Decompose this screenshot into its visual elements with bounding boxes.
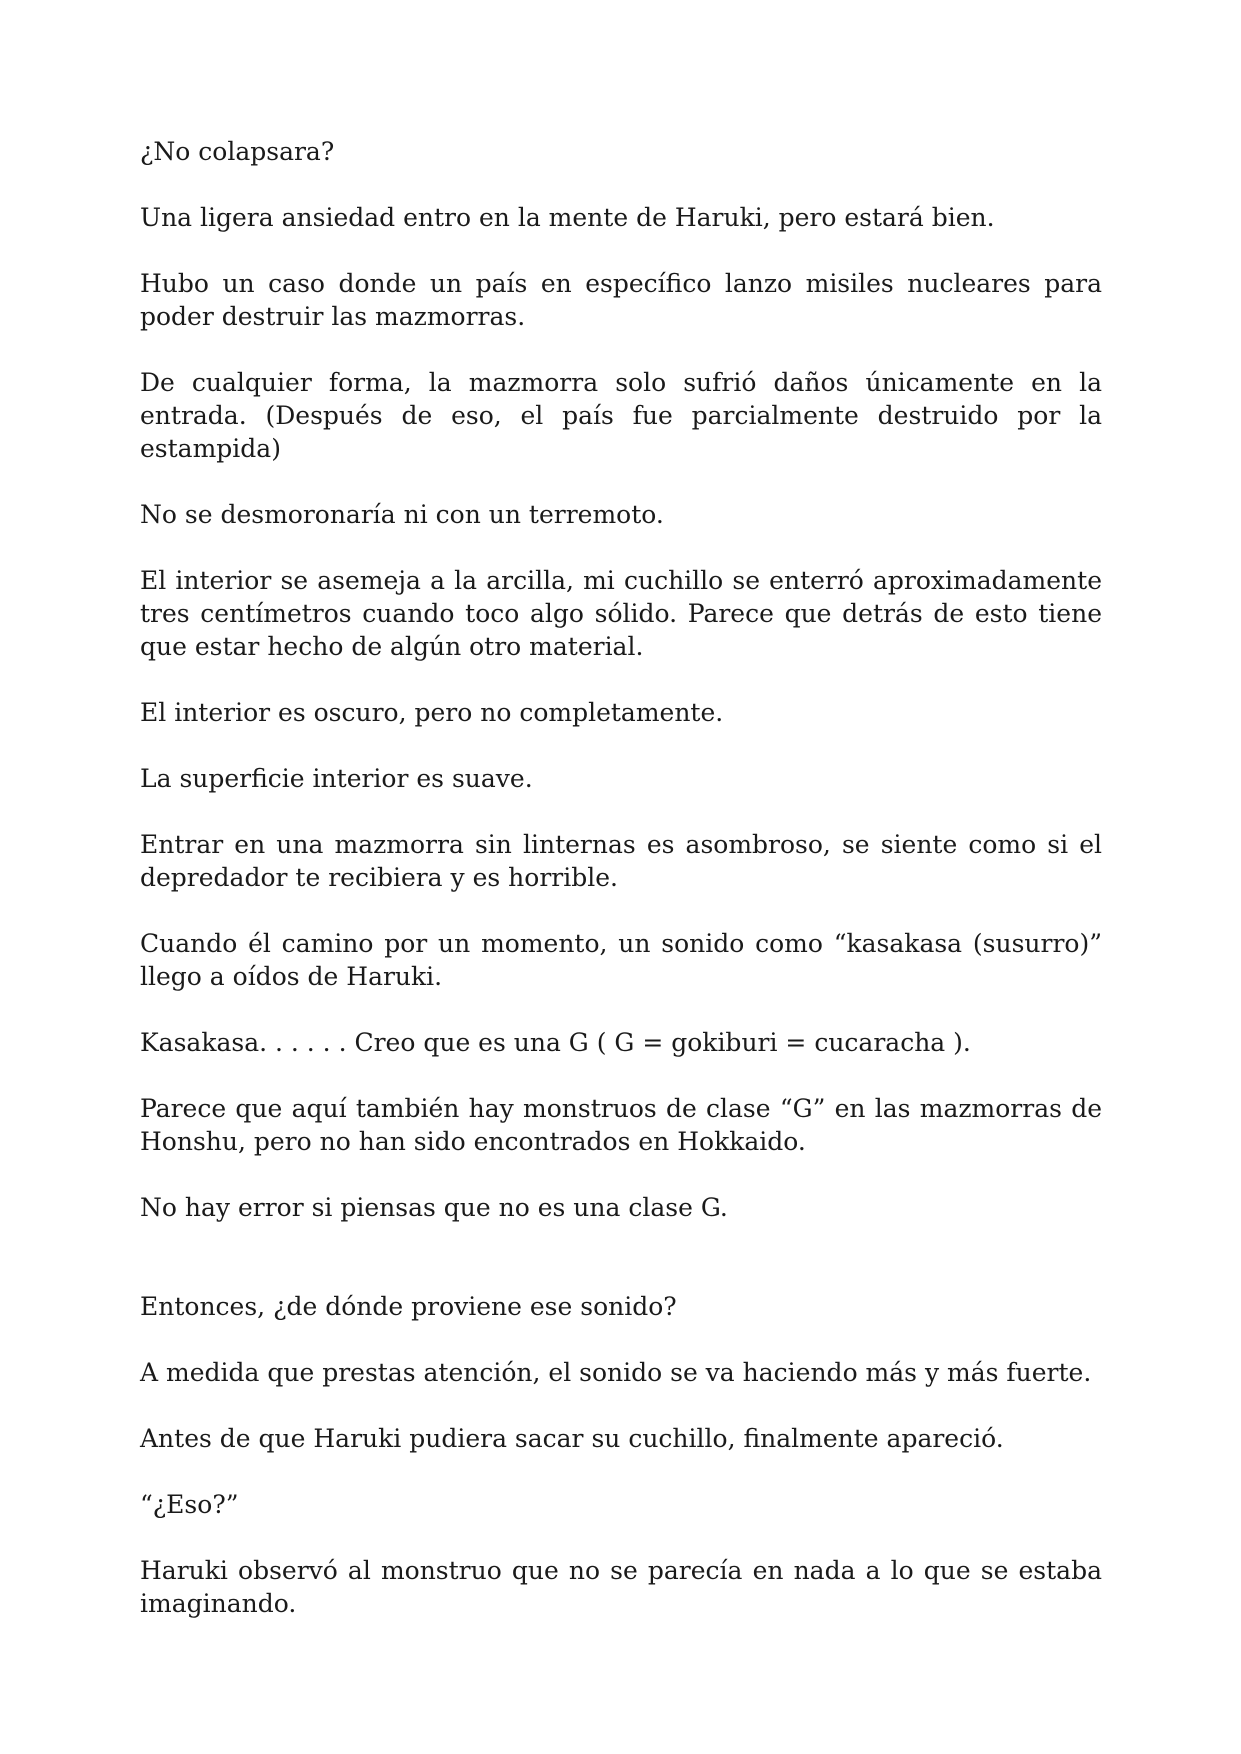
paragraph: A medida que prestas atención, el sonido se va haciendo más y más fuerte. <box>140 1358 1092 1387</box>
paragraph: Hubo un caso donde un país en específico lanzo misiles nucleares para poder destruir las mazmorras. <box>140 269 1102 331</box>
paragraph: “¿Eso?” <box>140 1490 239 1519</box>
paragraph: El interior es oscuro, pero no completamente. <box>140 698 724 727</box>
paragraph: Antes de que Haruki pudiera sacar su cuchillo, finalmente apareció. <box>140 1424 1004 1453</box>
paragraph: Una ligera ansiedad entro en la mente de Haruki, pero estará bien. <box>140 203 995 232</box>
paragraph: Kasakasa. . . . . . Creo que es una G ( G = gokiburi = cucaracha ). <box>140 1028 971 1057</box>
paragraph: Entrar en una mazmorra sin linternas es asombroso, se siente como si el depredador te recibiera y es horrible. <box>140 830 1102 892</box>
paragraph: La superficie interior es suave. <box>140 764 533 793</box>
paragraph: Parece que aquí también hay monstruos de clase “G” en las mazmorras de Honshu, pero no han sido encontrados en Hokkaido. <box>140 1094 1102 1156</box>
paragraph: ¿No colapsara? <box>140 137 335 166</box>
paragraph: El interior se asemeja a la arcilla, mi cuchillo se enterró aproximadamente tres centímetros cuando toco algo sólido. Parece que detrás de esto tiene que estar hecho de algún otro material. <box>140 566 1102 661</box>
paragraph: Entonces, ¿de dónde proviene ese sonido? <box>140 1292 677 1321</box>
paragraph: Cuando él camino por un momento, un sonido como “kasakasa (susurro)” llego a oídos de Haruki. <box>140 929 1102 991</box>
paragraph: No hay error si piensas que no es una clase G. <box>140 1193 728 1222</box>
paragraph: De cualquier forma, la mazmorra solo sufrió daños únicamente en la entrada. (Después de eso, el país fue parcialmente destruido por la estampida) <box>140 368 1102 463</box>
document-page <box>140 135 1102 1653</box>
paragraph: Haruki observó al monstruo que no se parecía en nada a lo que se estaba imaginando. <box>140 1556 1102 1618</box>
paragraph: No se desmoronaría ni con un terremoto. <box>140 500 664 529</box>
